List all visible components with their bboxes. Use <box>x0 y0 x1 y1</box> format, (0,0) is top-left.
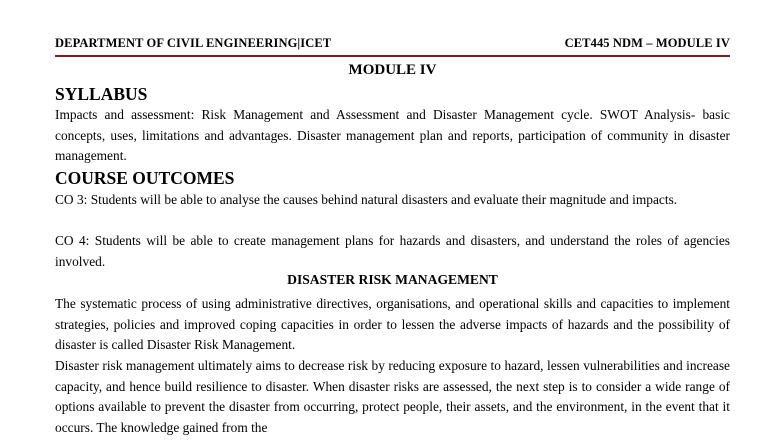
disaster-risk-management-heading: DISASTER RISK MANAGEMENT <box>287 272 498 287</box>
syllabus-heading: SYLLABUS <box>55 84 148 104</box>
course-outcome-co4: CO 4: Students will be able to create management plans for hazards and disasters, and understand the roles of agencies involved. <box>55 233 730 269</box>
module-title: MODULE IV <box>348 62 437 78</box>
header-department: DEPARTMENT OF CIVIL ENGINEERING|ICET <box>55 36 332 50</box>
header-course-module: CET445 NDM – MODULE IV <box>564 36 730 50</box>
syllabus-text: Impacts and assessment: Risk Management and Assessment and Disaster Management cycle. SWOT Analysis- basic concepts, uses, limitations and advantages. Disaster management plan and reports, participation of community in disaster management. <box>55 107 730 164</box>
page-header <box>55 36 730 51</box>
drm-paragraph-1: The systematic process of using administrative directives, organisations, and operational skills and capacities to implement strategies, policies and improved coping capacities in order to lessen the adverse impacts of hazards and the possibility of disaster is called Disaster Risk Management. <box>55 296 730 353</box>
course-outcomes-heading: COURSE OUTCOMES <box>55 168 235 188</box>
course-outcome-co3: CO 3: Students will be able to analyse the causes behind natural disasters and evaluate their magnitude and impacts. <box>55 192 678 207</box>
drm-paragraph-2: Disaster risk management ultimately aims to decrease risk by reducing exposure to hazard, lessen vulnerabilities and increase capacity, and hence build resilience to disaster. When disaster risks are assessed, the next step is to consider a wide range of options available to prevent the disaster from occurring, protect people, their assets, and the environment, in the event that it occurs. The knowledge gained from the <box>55 358 730 436</box>
header-rule <box>55 55 730 57</box>
